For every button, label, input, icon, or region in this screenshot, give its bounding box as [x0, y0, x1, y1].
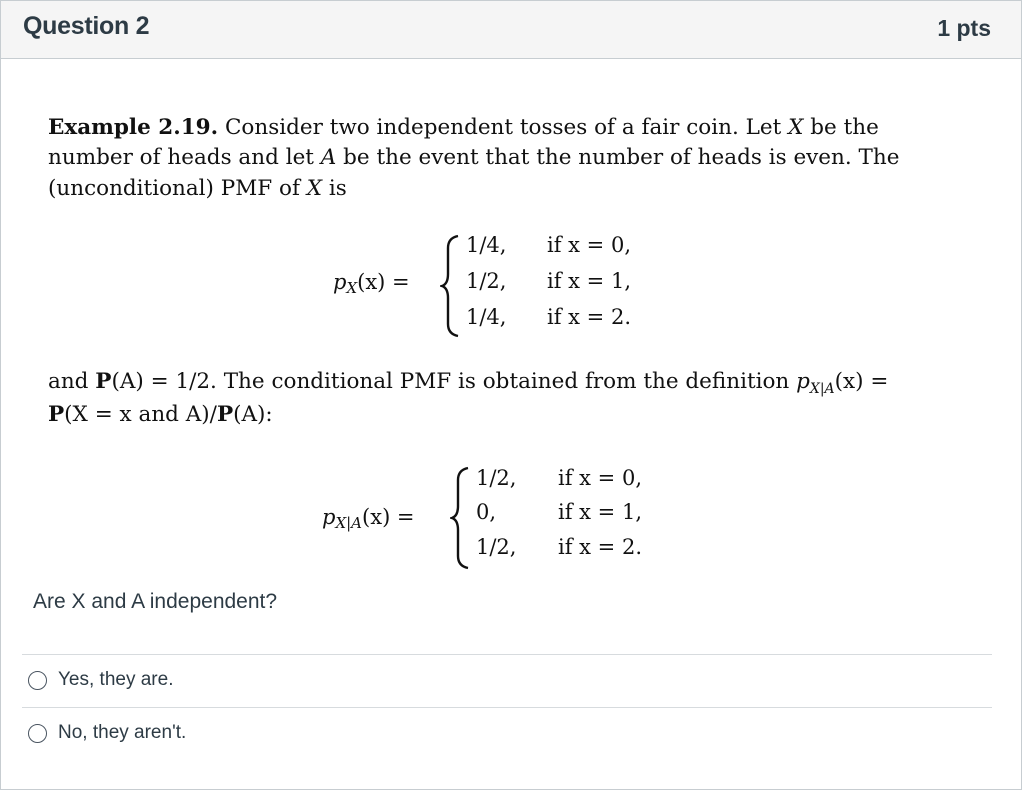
pmf2-row3-cond: if x = 2. — [558, 535, 642, 559]
question-title: Question 2 — [23, 12, 150, 40]
left-brace-icon — [450, 466, 472, 570]
example-line1-end: be the — [810, 115, 879, 140]
example-line2b: be the event that the number of heads is even. The — [343, 145, 900, 170]
radio-button-icon[interactable] — [28, 671, 47, 690]
radio-button-icon[interactable] — [28, 724, 47, 743]
divider — [22, 654, 992, 655]
pmf1-lhs: p — [333, 270, 347, 294]
pmf1-row2-value: 1/2, — [466, 269, 507, 293]
example-var-x2: X — [306, 176, 323, 201]
mid-line1: (A) = 1/2. The conditional PMF is obtained from the definition — [111, 369, 790, 394]
mid-p-sub: X|A — [809, 381, 835, 397]
example-label: Example 2.19. — [48, 115, 219, 140]
mid-line1-end: (x) = — [834, 369, 889, 394]
mid-prob-p3: P — [216, 402, 234, 427]
pmf2-row1-cond: if x = 0, — [558, 466, 642, 490]
divider — [22, 707, 992, 708]
pmf1-row3-cond: if x = 2. — [547, 305, 631, 329]
pmf2-row2-cond: if x = 1, — [558, 500, 642, 524]
pmf2-lhs-arg: (x) = — [362, 505, 415, 529]
mid-p: p — [796, 369, 810, 394]
pmf1-lhs-arg: (x) = — [357, 270, 410, 294]
pmf1-row1-value: 1/4, — [466, 233, 507, 257]
example-line3b: is — [328, 176, 347, 201]
question-points: 1 pts — [937, 15, 991, 41]
mid-line2b: (A): — [233, 402, 273, 427]
answer-label-no: No, they aren't. — [58, 722, 187, 743]
pmf2-lhs: p — [322, 505, 336, 529]
pmf2-row1-value: 1/2, — [476, 466, 517, 490]
pmf1-row2-cond: if x = 1, — [547, 269, 631, 293]
pmf2-row2-value: 0, — [476, 500, 497, 524]
pmf2-row3-value: 1/2, — [476, 535, 517, 559]
example-var-x: X — [788, 115, 804, 140]
mid-prob-p: P — [95, 369, 112, 394]
pmf1-lhs-sub: X — [346, 279, 358, 297]
example-line3a: (unconditional) PMF of — [48, 176, 300, 201]
answer-option-yes[interactable] — [28, 669, 173, 691]
mid-and: and — [48, 369, 89, 394]
mid-line2a: (X = x and A)/ — [64, 402, 217, 427]
example-line1: Consider two independent tosses of a fair coin. Let — [224, 115, 782, 140]
pmf1-row1-cond: if x = 0, — [547, 233, 631, 257]
question-prompt: Are X and A independent? — [33, 590, 278, 613]
example-var-a: A — [320, 145, 337, 170]
left-brace-icon — [440, 234, 462, 338]
question-header — [1, 1, 1021, 59]
answer-option-no[interactable] — [28, 722, 186, 744]
mid-prob-p2: P — [48, 402, 65, 427]
pmf1-row3-value: 1/4, — [466, 305, 507, 329]
example-line2a: number of heads and let — [48, 145, 314, 170]
answer-label-yes: Yes, they are. — [58, 669, 174, 690]
pmf2-lhs-sub: X|A — [335, 514, 363, 532]
